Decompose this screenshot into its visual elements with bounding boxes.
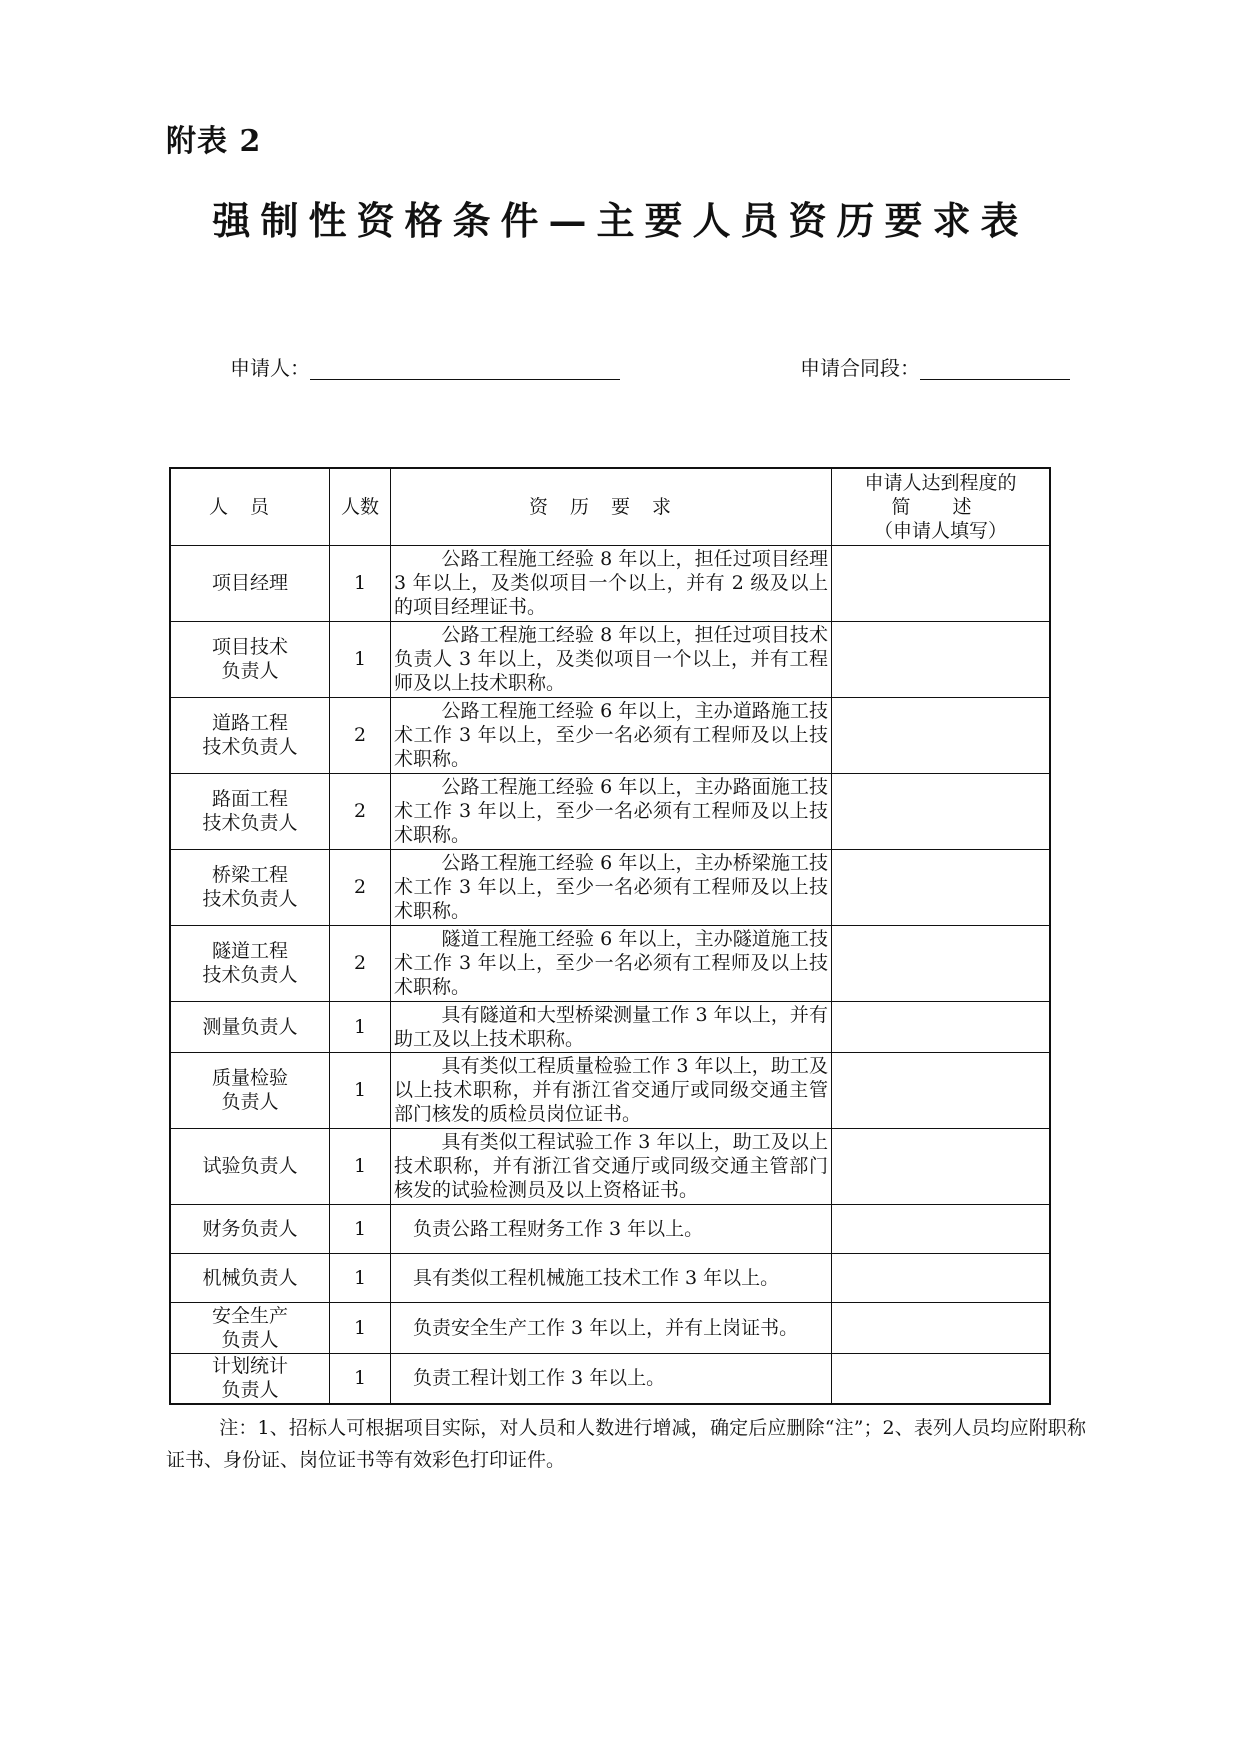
applicant-field <box>230 356 620 380</box>
applicant-fill-cell[interactable] <box>832 1052 1051 1128</box>
requirement-text: 公路工程施工经验 6 年以上，主办路面施工技术工作 3 年以上，至少一名必须有工程师及以上技术职称。 <box>394 776 828 846</box>
role-cell <box>170 849 330 925</box>
role-line: 机械负责人 <box>202 1266 298 1289</box>
contract-section-label: 申请合同段： <box>800 356 920 380</box>
table-row <box>170 1253 1050 1302</box>
requirement-text: 公路工程施工经验 8 年以上，担任过项目技术负责人 3 年以上，及类似项目一个以上，并有工程师及以上技术职称。 <box>394 624 828 694</box>
role-line: 技术负责人 <box>202 888 298 910</box>
role-line: 技术负责人 <box>202 812 298 834</box>
applicant-fill-cell[interactable] <box>832 1001 1051 1052</box>
count-cell: 1 <box>330 1353 391 1404</box>
applicant-fill-cell[interactable] <box>832 1353 1051 1404</box>
requirement-cell <box>391 849 832 925</box>
applicant-fill-cell[interactable] <box>832 697 1051 773</box>
count-cell: 1 <box>330 1128 391 1204</box>
header-applicant-desc-line: （申请人填写） <box>873 519 1007 542</box>
role-line: 负责人 <box>221 1328 279 1351</box>
table-row <box>170 849 1050 925</box>
header-requirement: 资历要求 <box>391 468 832 545</box>
page-title: 强制性资格条件—主要人员资历要求表 <box>212 198 1029 243</box>
requirement-cell <box>391 1052 832 1128</box>
header-count: 人数 <box>330 468 391 545</box>
role-cell <box>170 697 330 773</box>
count-cell: 1 <box>330 621 391 697</box>
role-line: 测量负责人 <box>202 1015 298 1038</box>
applicant-label: 申请人： <box>230 356 310 380</box>
role-cell <box>170 1001 330 1052</box>
role-cell <box>170 545 330 621</box>
role-cell <box>170 1052 330 1128</box>
role-line: 项目经理 <box>211 572 288 594</box>
requirement-cell <box>391 1128 832 1204</box>
role-line: 试验负责人 <box>202 1155 298 1177</box>
requirement-cell <box>391 545 832 621</box>
role-line: 质量检验 <box>211 1067 288 1089</box>
table-row <box>170 1052 1050 1128</box>
role-line: 负责人 <box>221 1379 279 1402</box>
requirement-text: 负责工程计划工作 3 年以上。 <box>413 1367 666 1390</box>
applicant-fill-cell[interactable] <box>832 1302 1051 1353</box>
applicant-fill-cell[interactable] <box>832 1253 1051 1302</box>
header-role: 人员 <box>170 468 330 545</box>
role-line: 项目技术 <box>211 636 288 658</box>
requirement-cell <box>391 925 832 1001</box>
applicant-fill-cell[interactable] <box>832 545 1051 621</box>
count-cell: 1 <box>330 545 391 621</box>
role-cell <box>170 621 330 697</box>
requirement-text: 公路工程施工经验 8 年以上，担任过项目经理 3 年以上，及类似项目一个以上，并有 2 级及以上的项目经理证书。 <box>394 548 828 618</box>
count-cell: 2 <box>330 849 391 925</box>
applicant-fill-cell[interactable] <box>832 1128 1051 1204</box>
table-row <box>170 621 1050 697</box>
role-line: 桥梁工程 <box>211 864 288 886</box>
requirement-text: 负责安全生产工作 3 年以上，并有上岗证书。 <box>413 1316 799 1339</box>
role-line: 安全生产 <box>211 1304 288 1327</box>
role-line: 技术负责人 <box>202 736 298 758</box>
requirement-text: 具有类似工程质量检验工作 3 年以上，助工及以上技术职称，并有浙江省交通厅或同级交通主管部门核发的质检员岗位证书。 <box>394 1055 828 1125</box>
table-row <box>170 925 1050 1001</box>
requirement-cell <box>391 621 832 697</box>
applicant-input-line[interactable] <box>310 357 620 380</box>
requirement-cell <box>391 1204 832 1253</box>
role-line: 隧道工程 <box>211 940 288 962</box>
requirement-text: 具有隧道和大型桥梁测量工作 3 年以上，并有助工及以上技术职称。 <box>394 1003 828 1050</box>
requirement-cell <box>391 1253 832 1302</box>
requirement-text: 具有类似工程试验工作 3 年以上，助工及以上技术职称，并有浙江省交通厅或同级交通主管部门核发的试验检测员及以上资格证书。 <box>394 1131 828 1201</box>
requirements-table <box>169 467 1051 1405</box>
requirement-text: 具有类似工程机械施工技术工作 3 年以上。 <box>413 1266 780 1289</box>
requirement-cell <box>391 697 832 773</box>
requirement-cell <box>391 1302 832 1353</box>
count-cell: 1 <box>330 1001 391 1052</box>
attachment-number: 附表 2 <box>166 124 262 159</box>
requirement-cell <box>391 1353 832 1404</box>
contract-section-input-line[interactable] <box>920 357 1070 380</box>
header-applicant-desc-line: 申请人达到程度的 <box>864 471 1017 494</box>
table-row <box>170 697 1050 773</box>
applicant-fill-cell[interactable] <box>832 773 1051 849</box>
role-line: 负责人 <box>221 660 279 682</box>
count-cell: 1 <box>330 1253 391 1302</box>
requirement-cell <box>391 773 832 849</box>
count-cell: 1 <box>330 1204 391 1253</box>
count-cell: 1 <box>330 1052 391 1128</box>
role-line: 计划统计 <box>211 1355 288 1378</box>
table-row <box>170 1001 1050 1052</box>
table-row <box>170 1353 1050 1404</box>
count-cell: 2 <box>330 697 391 773</box>
role-line: 路面工程 <box>211 788 288 810</box>
requirement-text: 公路工程施工经验 6 年以上，主办道路施工技术工作 3 年以上，至少一名必须有工程师及以上技术职称。 <box>394 700 828 770</box>
applicant-fill-cell[interactable] <box>832 621 1051 697</box>
requirement-text: 公路工程施工经验 6 年以上，主办桥梁施工技术工作 3 年以上，至少一名必须有工程师及以上技术职称。 <box>394 852 828 922</box>
requirement-cell <box>391 1001 832 1052</box>
applicant-fill-cell[interactable] <box>832 1204 1051 1253</box>
role-cell <box>170 1353 330 1404</box>
applicant-fill-cell[interactable] <box>832 925 1051 1001</box>
table-row <box>170 1204 1050 1253</box>
applicant-fill-cell[interactable] <box>832 849 1051 925</box>
role-line: 财务负责人 <box>202 1217 298 1240</box>
table-row <box>170 773 1050 849</box>
role-line: 负责人 <box>221 1091 279 1113</box>
count-cell: 1 <box>330 1302 391 1353</box>
role-cell <box>170 773 330 849</box>
role-cell <box>170 925 330 1001</box>
role-cell <box>170 1204 330 1253</box>
requirement-text: 隧道工程施工经验 6 年以上，主办隧道施工技术工作 3 年以上，至少一名必须有工程师及以上技术职称。 <box>394 928 828 998</box>
role-cell <box>170 1302 330 1353</box>
table-row <box>170 1128 1050 1204</box>
footnote: 注：1、招标人可根据项目实际，对人员和人数进行增减，确定后应删除“注”；2、表列人员均应附职称证书、身份证、岗位证书等有效彩色打印证件。 <box>166 1417 1086 1471</box>
count-cell: 2 <box>330 773 391 849</box>
contract-section-field <box>800 356 1070 380</box>
role-line: 道路工程 <box>211 712 288 734</box>
table-header-row <box>170 468 1050 545</box>
table-row <box>170 1302 1050 1353</box>
role-cell <box>170 1253 330 1302</box>
header-applicant-desc-line: 简 述 <box>891 495 990 518</box>
role-cell <box>170 1128 330 1204</box>
requirement-text: 负责公路工程财务工作 3 年以上。 <box>413 1217 704 1240</box>
table-row <box>170 545 1050 621</box>
header-applicant-desc <box>832 468 1051 545</box>
role-line: 技术负责人 <box>202 964 298 986</box>
count-cell: 2 <box>330 925 391 1001</box>
